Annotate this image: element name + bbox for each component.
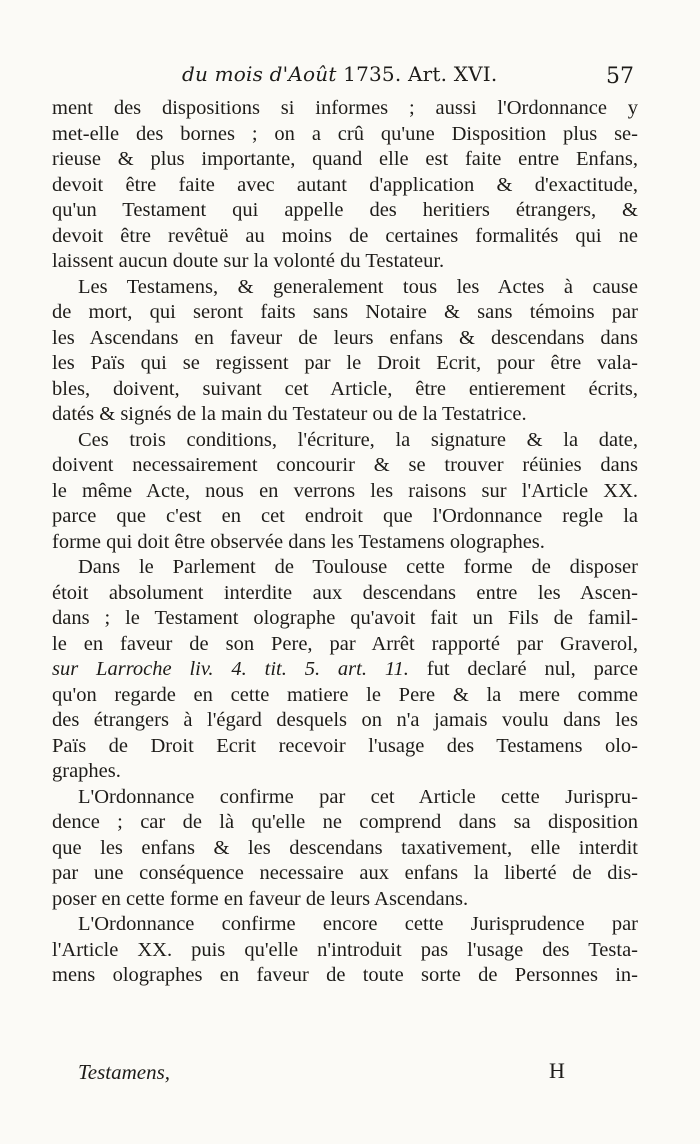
catchword: Testamens, bbox=[78, 1060, 170, 1084]
text-line: le en faveur de son Pere, par Arrêt rapporté par Graverol, bbox=[52, 632, 638, 655]
text-line: ment des dispositions si informes ; aussi l'Ordonnance y bbox=[52, 97, 638, 119]
text-line: mens olographes en faveur de toute sorte de Personnes in- bbox=[52, 964, 638, 986]
text-line: bles, doivent, suivant cet Article, être entierement écrits, bbox=[52, 377, 638, 400]
text-line: parce que c'est en cet endroit que l'Ordonnance regle la bbox=[52, 505, 638, 527]
text-line: graphes. bbox=[52, 760, 121, 782]
body-text bbox=[52, 96, 638, 989]
text-line: L'Ordonnance confirme encore cette Jurisprudence par bbox=[78, 913, 638, 935]
text-line: datés & signés de la main du Testateur ou de la Testatrice. bbox=[52, 403, 527, 425]
text-line: l'Article XX. puis qu'elle n'introduit pas l'usage des Testa- bbox=[52, 938, 638, 961]
text-line: doivent necessairement concourir & se trouver réünies dans bbox=[52, 454, 638, 476]
text-line: par une conséquence necessaire aux enfans la liberté de dis- bbox=[52, 862, 638, 884]
running-head-article: 1735. Art. XVI. bbox=[343, 62, 498, 86]
text-line: rieuse & plus importante, quand elle est faite entre Enfans, bbox=[52, 148, 638, 170]
page-header bbox=[0, 62, 700, 96]
signature-mark: H bbox=[549, 1058, 565, 1083]
citation: sur Larroche liv. 4. tit. 5. art. 11. bbox=[52, 658, 409, 680]
text-line: devoit être revêtuë au moins de certaines formalités qui ne bbox=[52, 224, 638, 247]
text-line: met-elle des bornes ; on a crû qu'une Disposition plus se- bbox=[52, 122, 638, 145]
text-line: Les Testamens, & generalement tous les Actes à cause bbox=[78, 275, 638, 298]
text-line: dence ; car de là qu'elle ne comprend dans sa disposition bbox=[52, 811, 638, 833]
text-line: qu'on regarde en cette matiere le Pere & la mere comme bbox=[52, 683, 638, 706]
text-line: poser en cette forme en faveur de leurs Ascendans. bbox=[52, 887, 469, 910]
running-head-date: du mois d'Août bbox=[182, 62, 337, 86]
text-line: laissent aucun doute sur la volonté du Testateur. bbox=[52, 250, 445, 272]
text-line: les Ascendans en faveur de leurs enfans & descendans dans bbox=[52, 326, 638, 349]
page-number: 57 bbox=[606, 64, 634, 89]
text-line: les Païs qui se regissent par le Droit Ecrit, pour être vala- bbox=[52, 352, 638, 374]
text-line: étoit absolument interdite aux descendans entre les Ascen- bbox=[52, 581, 638, 604]
text-line: Païs de Droit Ecrit recevoir l'usage des Testamens olo- bbox=[52, 734, 638, 757]
text-line: que les enfans & les descendans taxativement, elle interdit bbox=[52, 836, 638, 859]
text-line: de mort, qui seront faits sans Notaire & sans témoins par bbox=[52, 301, 638, 323]
text-line: le même Acte, nous en verrons les raisons sur l'Article XX. bbox=[52, 479, 638, 502]
text-line: Dans le Parlement de Toulouse cette forme de disposer bbox=[78, 556, 638, 578]
text-line: forme qui doit être observée dans les Testamens olographes. bbox=[52, 530, 545, 553]
text-line: sur Larroche liv. 4. tit. 5. art. 11. fut declaré nul, parce bbox=[52, 658, 638, 680]
text-line: qu'un Testament qui appelle des heritiers étrangers, & bbox=[52, 199, 638, 221]
text-line: des étrangers à l'égard desquels on n'a jamais voulu dans les bbox=[52, 709, 638, 731]
text-line: Ces trois conditions, l'écriture, la signature & la date, bbox=[78, 428, 638, 451]
text-line: L'Ordonnance confirme par cet Article cette Jurispru- bbox=[78, 785, 638, 808]
text-line: dans ; le Testament olographe qu'avoit fait un Fils de famil- bbox=[52, 607, 638, 629]
text-line: devoit être faite avec autant d'application & d'exactitude, bbox=[52, 173, 638, 196]
page-footer bbox=[0, 1060, 700, 1094]
running-head bbox=[182, 62, 497, 86]
